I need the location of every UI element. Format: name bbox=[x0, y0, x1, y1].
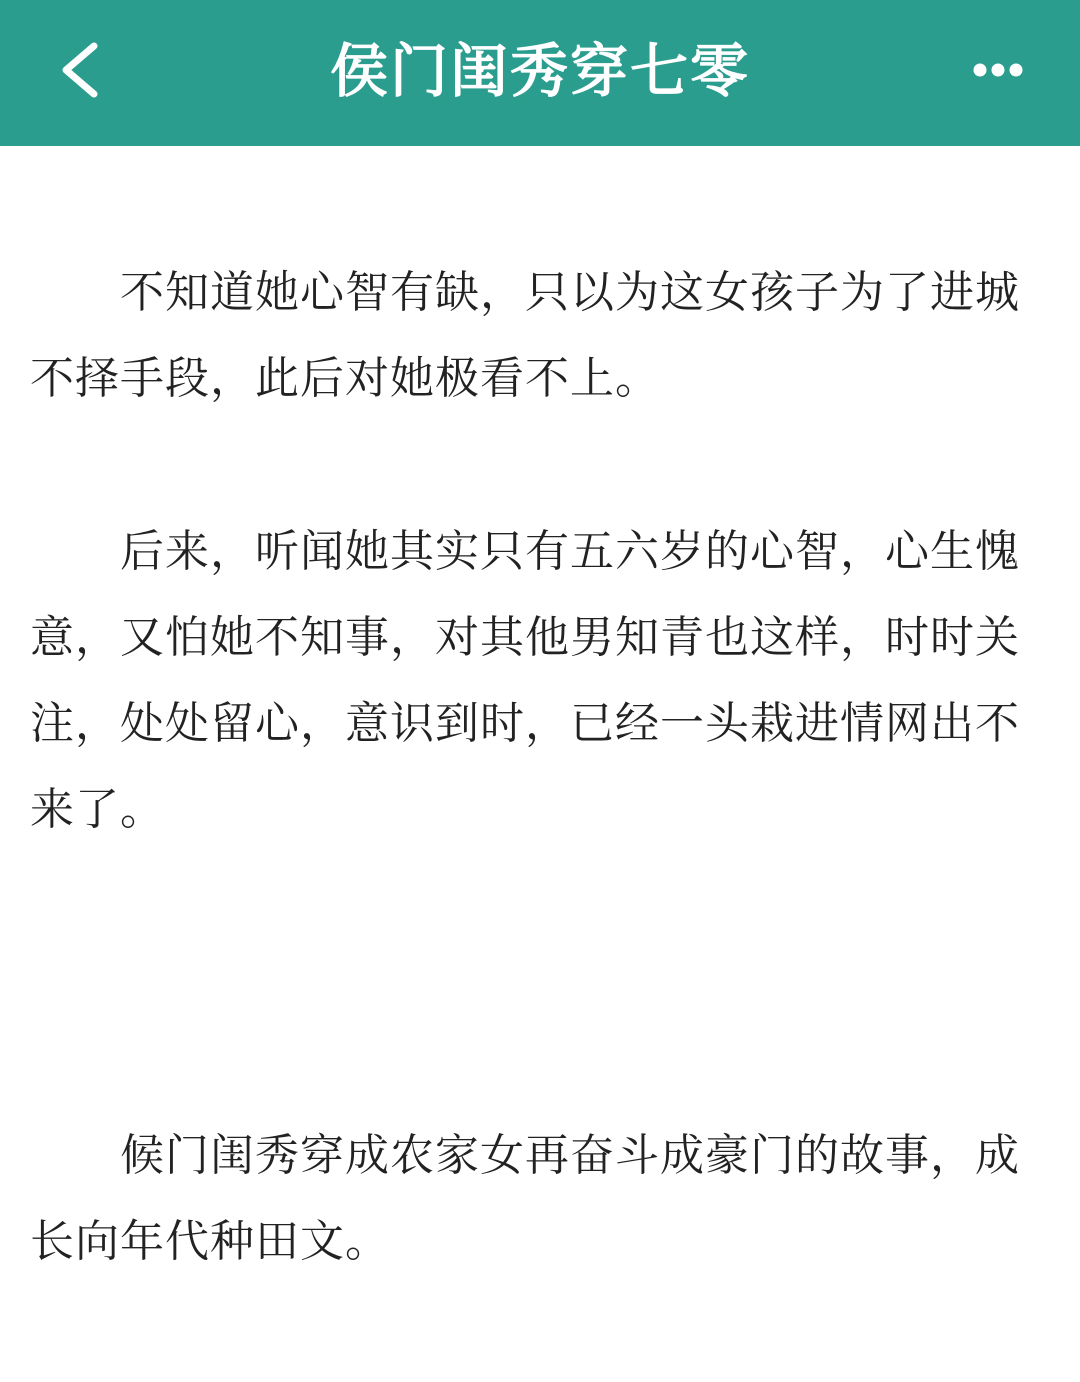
paragraph: 不知道她心智有缺，只以为这女孩子为了进城不择手段，此后对她极看不上。 bbox=[30, 267, 1020, 404]
more-horizontal-icon bbox=[960, 50, 1040, 90]
page-title: 侯门闺秀穿七零 bbox=[329, 37, 750, 105]
top-app-bar bbox=[0, 0, 1080, 146]
article-content bbox=[30, 250, 1020, 1285]
paragraph: 候门闺秀穿成农家女再奋斗成豪门的故事，成长向年代种田文。 bbox=[30, 1130, 1020, 1267]
paragraph: 后来，听闻她其实只有五六岁的心智，心生愧意，又怕她不知事，对其他男知青也这样，时时关注，处处留心，意识到时，已经一头栽进情网出不来了。 bbox=[30, 526, 1020, 835]
chevron-left-icon bbox=[48, 30, 118, 110]
paragraph-spacer bbox=[30, 422, 1020, 509]
paragraph-spacer bbox=[30, 853, 1020, 1113]
back-button[interactable] bbox=[48, 30, 118, 110]
more-options-button[interactable] bbox=[960, 50, 1040, 90]
